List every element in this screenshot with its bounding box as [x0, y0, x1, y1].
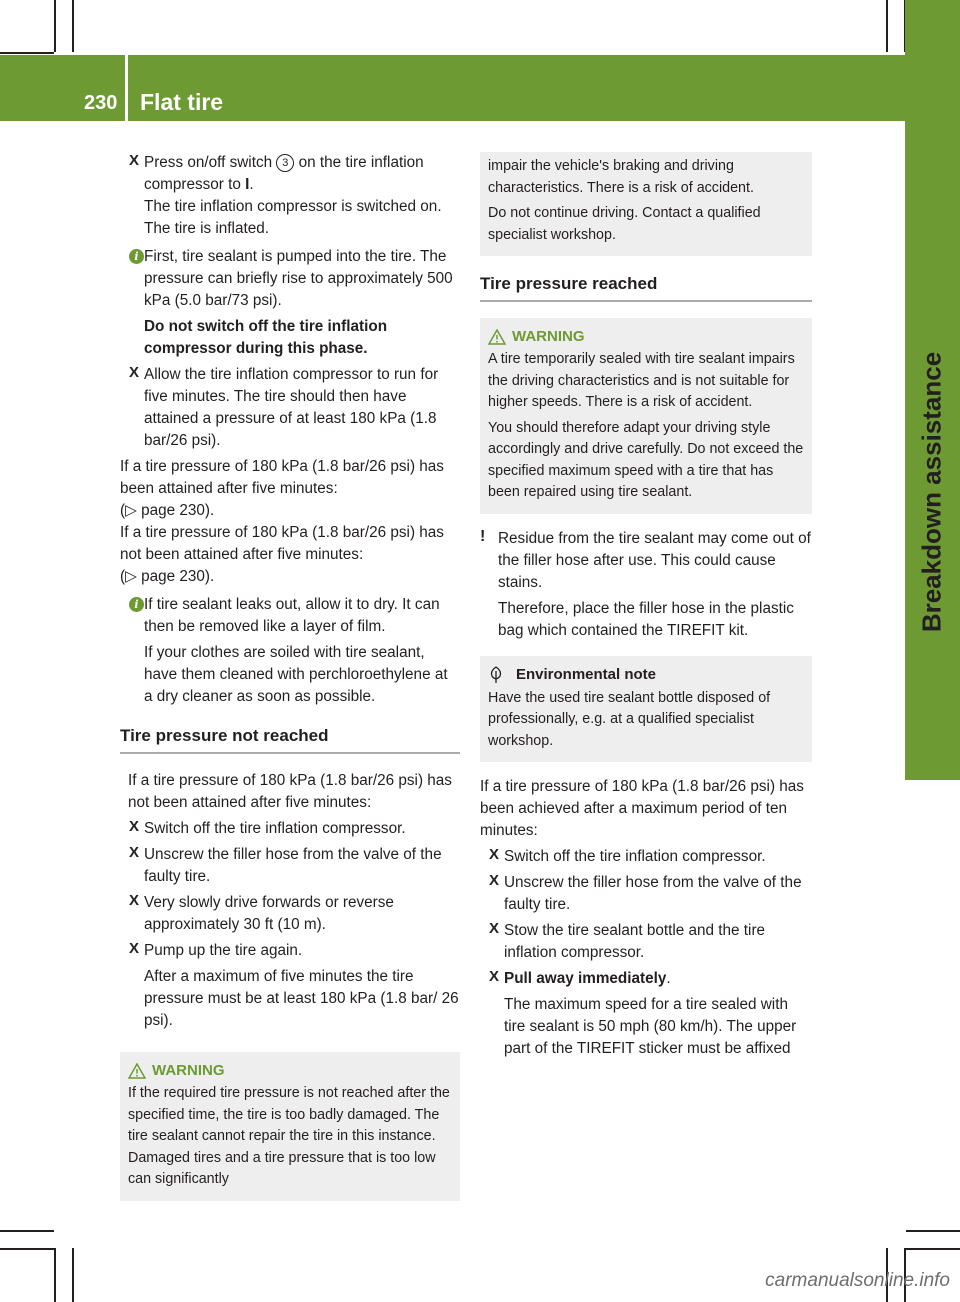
environmental-note-header	[488, 666, 804, 684]
step-arrow-icon: X	[129, 152, 140, 169]
step-item: X Pump up the tire again. After a maximum of five minutes the tire pressure must be at least 180 kPa (1.8 bar/ 26 psi).	[120, 940, 460, 1032]
environmental-note-label: Environmental note	[516, 666, 657, 683]
circled-number-icon: 3	[276, 154, 294, 172]
step-item: X Pull away immediately. The maximum speed for a tire sealed with tire sealant is 50 mph (80 km/h). The upper part of the TIREFIT sticker must be affixed	[480, 968, 812, 1060]
section-heading: Tire pressure reached	[480, 274, 812, 302]
notice: ! Residue from the tire sealant may come out of the filler hose after use. This could cause stains. Therefore, place the filler hose in the plastic bag which contained the TIREFIT kit.	[480, 527, 811, 639]
step-item	[120, 152, 460, 240]
warning-icon	[488, 329, 506, 345]
crop-mark	[0, 1230, 54, 1232]
right-column	[480, 152, 812, 1064]
warning-box-continued: impair the vehicle's braking and driving characteristics. There is a risk of accident. Do not continue driving. Contact a qualified specialist workshop.	[480, 152, 812, 256]
warning-text: If the required tire pressure is not reached after the specified time, the tire is too badly damaged. The tire sealant cannot repair the tire in this instance. Damaged tires and a tire pressure that is too low can significantly	[128, 1085, 450, 1187]
page-reference[interactable]: (▷ page 230).	[120, 568, 215, 585]
section-heading: Tire pressure not reached	[120, 726, 460, 754]
crop-mark	[72, 0, 74, 52]
page-number: 230	[84, 92, 118, 114]
warning-header	[128, 1062, 452, 1079]
watermark: carmanualsonline.info	[765, 1270, 950, 1291]
step-arrow-icon: X	[489, 872, 500, 889]
header-bar	[0, 55, 905, 121]
paragraph: If a tire pressure of 180 kPa (1.8 bar/26 psi) has been achieved after a maximum period of ten minutes:	[480, 778, 804, 839]
crop-mark	[906, 1230, 960, 1232]
crop-mark	[906, 1248, 960, 1250]
step-arrow-icon: X	[489, 920, 500, 937]
warning-box	[120, 1052, 460, 1201]
leaf-icon	[488, 666, 504, 684]
crop-mark	[54, 1248, 56, 1302]
info-icon: i	[129, 597, 144, 612]
step-arrow-icon: X	[129, 844, 140, 861]
page-title: Flat tire	[140, 89, 224, 115]
step-result: After a maximum of five minutes the tire pressure must be at least 180 kPa (1.8 bar/ 26 psi).	[144, 968, 459, 1029]
step-item: X Switch off the tire inflation compressor.	[489, 846, 766, 865]
left-column	[120, 152, 460, 1215]
crop-mark	[0, 52, 54, 54]
step-result: The maximum speed for a tire sealed with tire sealant is 50 mph (80 km/h). The upper part of the TIREFIT sticker must be affixed	[504, 996, 797, 1057]
step-arrow-icon: X	[489, 846, 500, 863]
paragraph: If a tire pressure of 180 kPa (1.8 bar/26 psi) has been attained after five minutes: (▷ page 230). If a tire pressure of 180 kPa (1.8 bar/26 psi) has not been attained after five minutes: (▷ page 230).	[120, 456, 460, 588]
step-item: X Unscrew the filler hose from the valve of the faulty tire.	[489, 872, 802, 913]
warning-header	[488, 328, 804, 345]
step-item: X Switch off the tire inflation compressor.	[129, 818, 406, 837]
side-tab-label: Breakdown assistance	[916, 351, 947, 633]
info-icon: i	[129, 249, 144, 264]
warning-icon	[128, 1063, 146, 1079]
step-item: X Allow the tire inflation compressor to run for five minutes. The tire should then have attained a pressure of at least 180 kPa (1.8 bar/26 psi).	[129, 364, 439, 449]
step-item: X Stow the tire sealant bottle and the tire inflation compressor.	[489, 920, 766, 961]
page-reference[interactable]: (▷ page 230).	[120, 502, 215, 519]
header-divider	[125, 55, 128, 121]
crop-mark	[54, 0, 56, 52]
step-arrow-icon: X	[129, 940, 140, 957]
crop-mark	[72, 1248, 74, 1302]
crop-mark	[886, 0, 888, 52]
step-text: Press on/off switch 3 on the tire inflation compressor to I.	[144, 154, 424, 193]
exclamation-icon: !	[480, 527, 486, 545]
step-item: X Very slowly drive forwards or reverse approximately 30 ft (10 m).	[129, 892, 394, 933]
info-note: i If tire sealant leaks out, allow it to dry. It can then be removed like a layer of film. If your clothes are soiled with tire sealant, have them cleaned with perchloroethylene at a dry cleaner as soon as possible.	[120, 594, 460, 708]
step-arrow-icon: X	[129, 892, 140, 909]
step-item: X Unscrew the filler hose from the valve of the faulty tire.	[129, 844, 442, 885]
step-result: The tire inflation compressor is switched on. The tire is inflated.	[144, 198, 442, 237]
info-note: i First, tire sealant is pumped into the tire. The pressure can briefly rise to approximately 500 kPa (5.0 bar/73 psi). Do not switch off the tire inflation compressor during this phase.	[120, 246, 460, 360]
paragraph: If a tire pressure of 180 kPa (1.8 bar/26 psi) has not been attained after five minutes:	[128, 772, 452, 811]
crop-mark	[0, 1248, 54, 1250]
step-arrow-icon: X	[129, 818, 140, 835]
step-arrow-icon: X	[129, 364, 140, 381]
warning-box: WARNING A tire temporarily sealed with tire sealant impairs the driving characteristics and is not suitable for higher speeds. There is a risk of accident. You should therefore adapt your driving style accordingly and drive carefully. Do not exceed the specified maximum speed with a tire that has been repaired using tire sealant.	[480, 318, 812, 514]
warning-label: WARNING	[152, 1062, 225, 1079]
environmental-note-box: Environmental note Have the used tire sealant bottle disposed of professionally, e.g. at a qualified specialist workshop.	[480, 656, 812, 763]
warning-label: WARNING	[512, 328, 585, 345]
step-arrow-icon: X	[489, 968, 500, 985]
